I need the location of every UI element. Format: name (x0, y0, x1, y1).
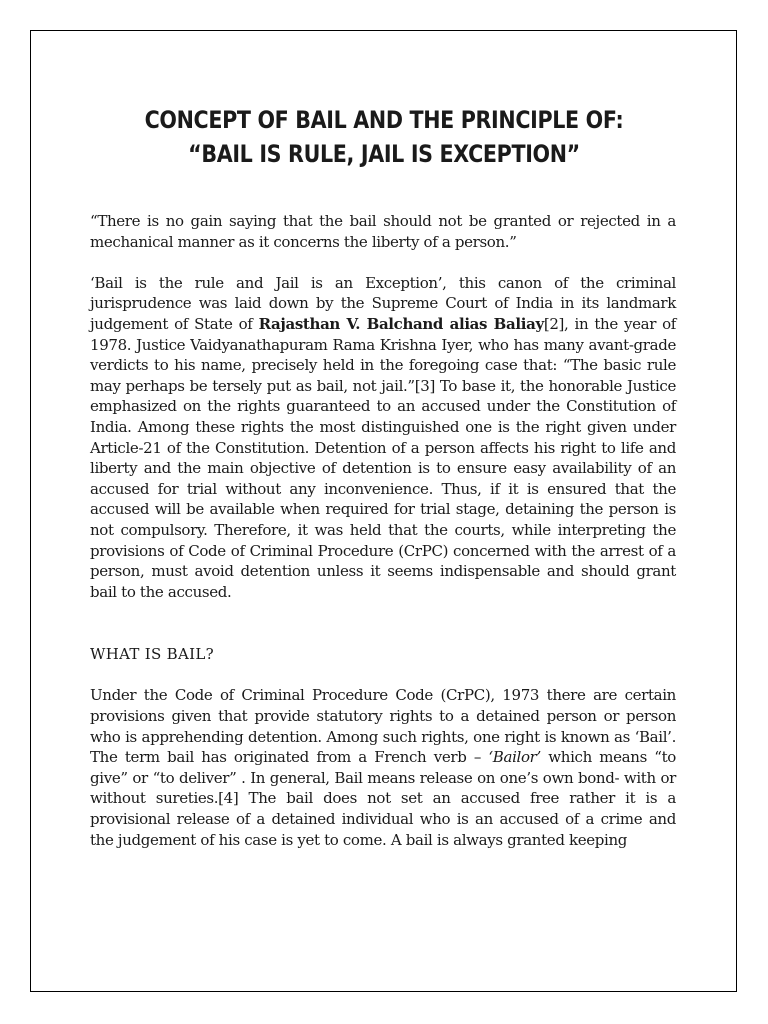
paragraph-what-is-bail-text-a: Under the Code of Criminal Procedure Code (CrPC), 1973 there are certain provisions given that provide statutory rights to a detained person or person who is apprehending detention. Among such rights, one right is known as ‘Bail’. The term bail has originated from a French verb – (90, 686, 676, 767)
term-bailor: ‘Bailor’ (488, 748, 541, 767)
title-line-2: “BAIL IS RULE, JAIL IS EXCEPTION” (188, 140, 580, 168)
document-body (90, 211, 676, 850)
paragraph-what-is-bail (90, 685, 676, 850)
paragraph-what-is-bail-text-b: which means “to give” or “to deliver” . In general, Bail means release on one’s own bond- with or without sureties.[4] The bail does not set an accused free rather it is a provisional release of a detained individual who is an accused of a crime and the judgement of his case is yet to come. A bail is always granted keeping (90, 748, 676, 849)
title-line-1: CONCEPT OF BAIL AND THE PRINCIPLE OF: (144, 106, 624, 134)
paragraph-bail-rule-text-a: ‘Bail is the rule and Jail is an Exception’, this canon of the criminal jurisprudence was laid down by the Supreme Court of India in its landmark judgement of State of (90, 273, 676, 333)
opening-quote: “There is no gain saying that the bail should not be granted or rejected in a mechanical manner as it concerns the liberty of a person.” (90, 212, 676, 251)
paragraph-bail-rule-text-b: [2], in the year of 1978. Justice Vaidyanathapuram Rama Krishna Iyer, who has many avant-grade verdicts to his name, precisely held in the foregoing case that: “The basic rule may perhaps be tersely put as bail, not jail.”[3] To base it, the honorable Justice emphasized on the rights guaranteed to an accused under the Constitution of India. Among these rights the most distinguished one is the right given under Article-21 of the Constitution. Detention of a person affects his right to life and liberty and the main objective of detention is to ensure easy availability of an accused for trial without any inconvenience. Thus, if it is ensured that the accused will be available when required for trial stage, detaining the person is not compulsory. Therefore, it was held that the courts, while interpreting the provisions of Code of Criminal Procedure (CrPC) concerned with the arrest of a person, must avoid detention unless it seems indispensable and should grant bail to the accused. (90, 314, 676, 601)
case-name: Rajasthan V. Balchand alias Baliay (258, 314, 544, 333)
paragraph-bail-rule (90, 273, 676, 603)
section-heading-what-is-bail: WHAT IS BAIL? (90, 645, 214, 664)
page-title (105, 103, 662, 171)
